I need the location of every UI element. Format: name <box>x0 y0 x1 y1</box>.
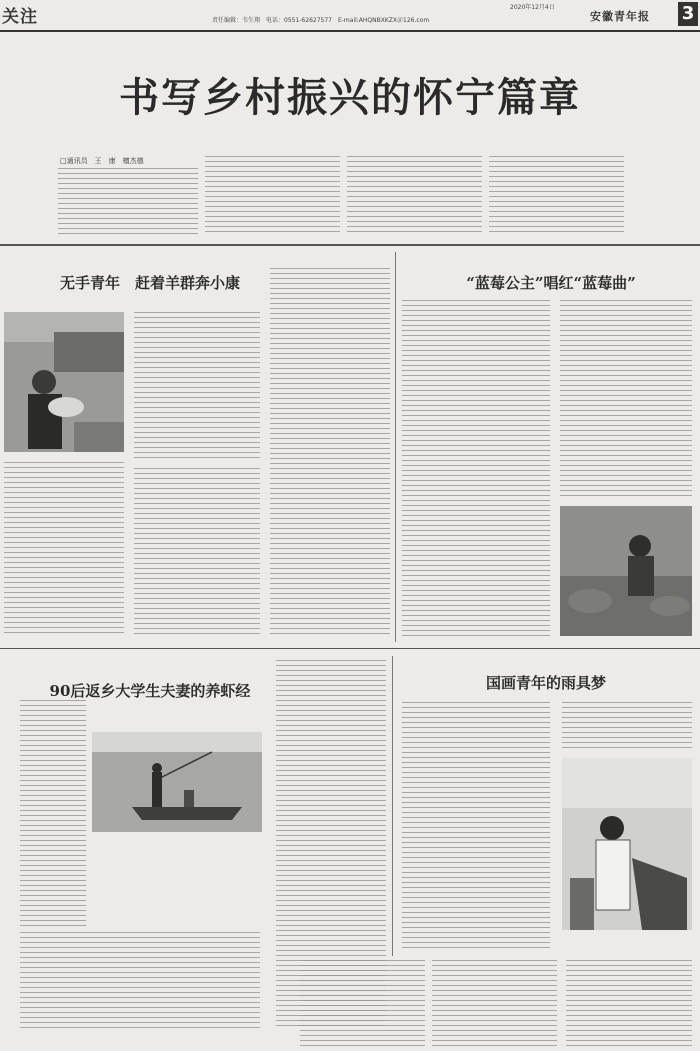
intro-column-2 <box>205 156 340 234</box>
section-label: 关注 <box>2 7 38 27</box>
story-4-col-a <box>402 702 550 952</box>
column-divider <box>395 252 396 642</box>
intro-column-1 <box>58 168 198 234</box>
story-1-col-d <box>270 268 390 638</box>
story-title-2: “蓝莓公主”唱红“蓝莓曲” <box>466 274 636 292</box>
story-2-photo <box>560 506 692 636</box>
story-1-col-b <box>4 462 124 637</box>
story-4-col-b <box>562 702 692 752</box>
story-1-col-c <box>134 468 260 638</box>
byline: □通讯员 王 康 檀杰德 <box>60 157 144 165</box>
story-1-col-a-top <box>134 312 260 462</box>
story-3-photo <box>92 732 262 832</box>
story-2-col-b <box>560 300 692 500</box>
page-header <box>0 0 700 32</box>
editor-contact: 责任编辑：韦生翔 电话：0551-62627577 E-mail:AHQNBXKZX＠126.com <box>212 17 430 24</box>
story-1-photo <box>4 312 124 452</box>
story-3-col-b <box>20 932 260 1032</box>
story-2-col-a <box>402 300 550 640</box>
story-title-1: 无手青年 赶着羊群奔小康 <box>59 274 240 292</box>
section-divider <box>0 244 700 246</box>
bottom-col-2 <box>432 960 557 1048</box>
intro-column-4 <box>489 156 624 234</box>
page-number: 3 <box>678 2 698 26</box>
main-headline: 书写乡村振兴的怀宁篇章 <box>119 74 581 121</box>
bottom-col-3 <box>566 960 692 1048</box>
bottom-col-1 <box>300 960 425 1048</box>
story-title-4: 国画青年的雨具梦 <box>485 674 606 692</box>
newspaper-masthead: 安徽青年报 <box>590 10 650 23</box>
issue-date: 2020年12月4日 <box>510 4 555 11</box>
story-4-photo <box>562 758 692 930</box>
section-divider-2 <box>0 648 700 649</box>
story-title-3: 90后返乡大学生夫妻的养虾经 <box>49 682 251 700</box>
intro-column-3 <box>347 156 482 234</box>
column-divider-2 <box>392 656 393 956</box>
story-3-col-a <box>20 700 86 930</box>
